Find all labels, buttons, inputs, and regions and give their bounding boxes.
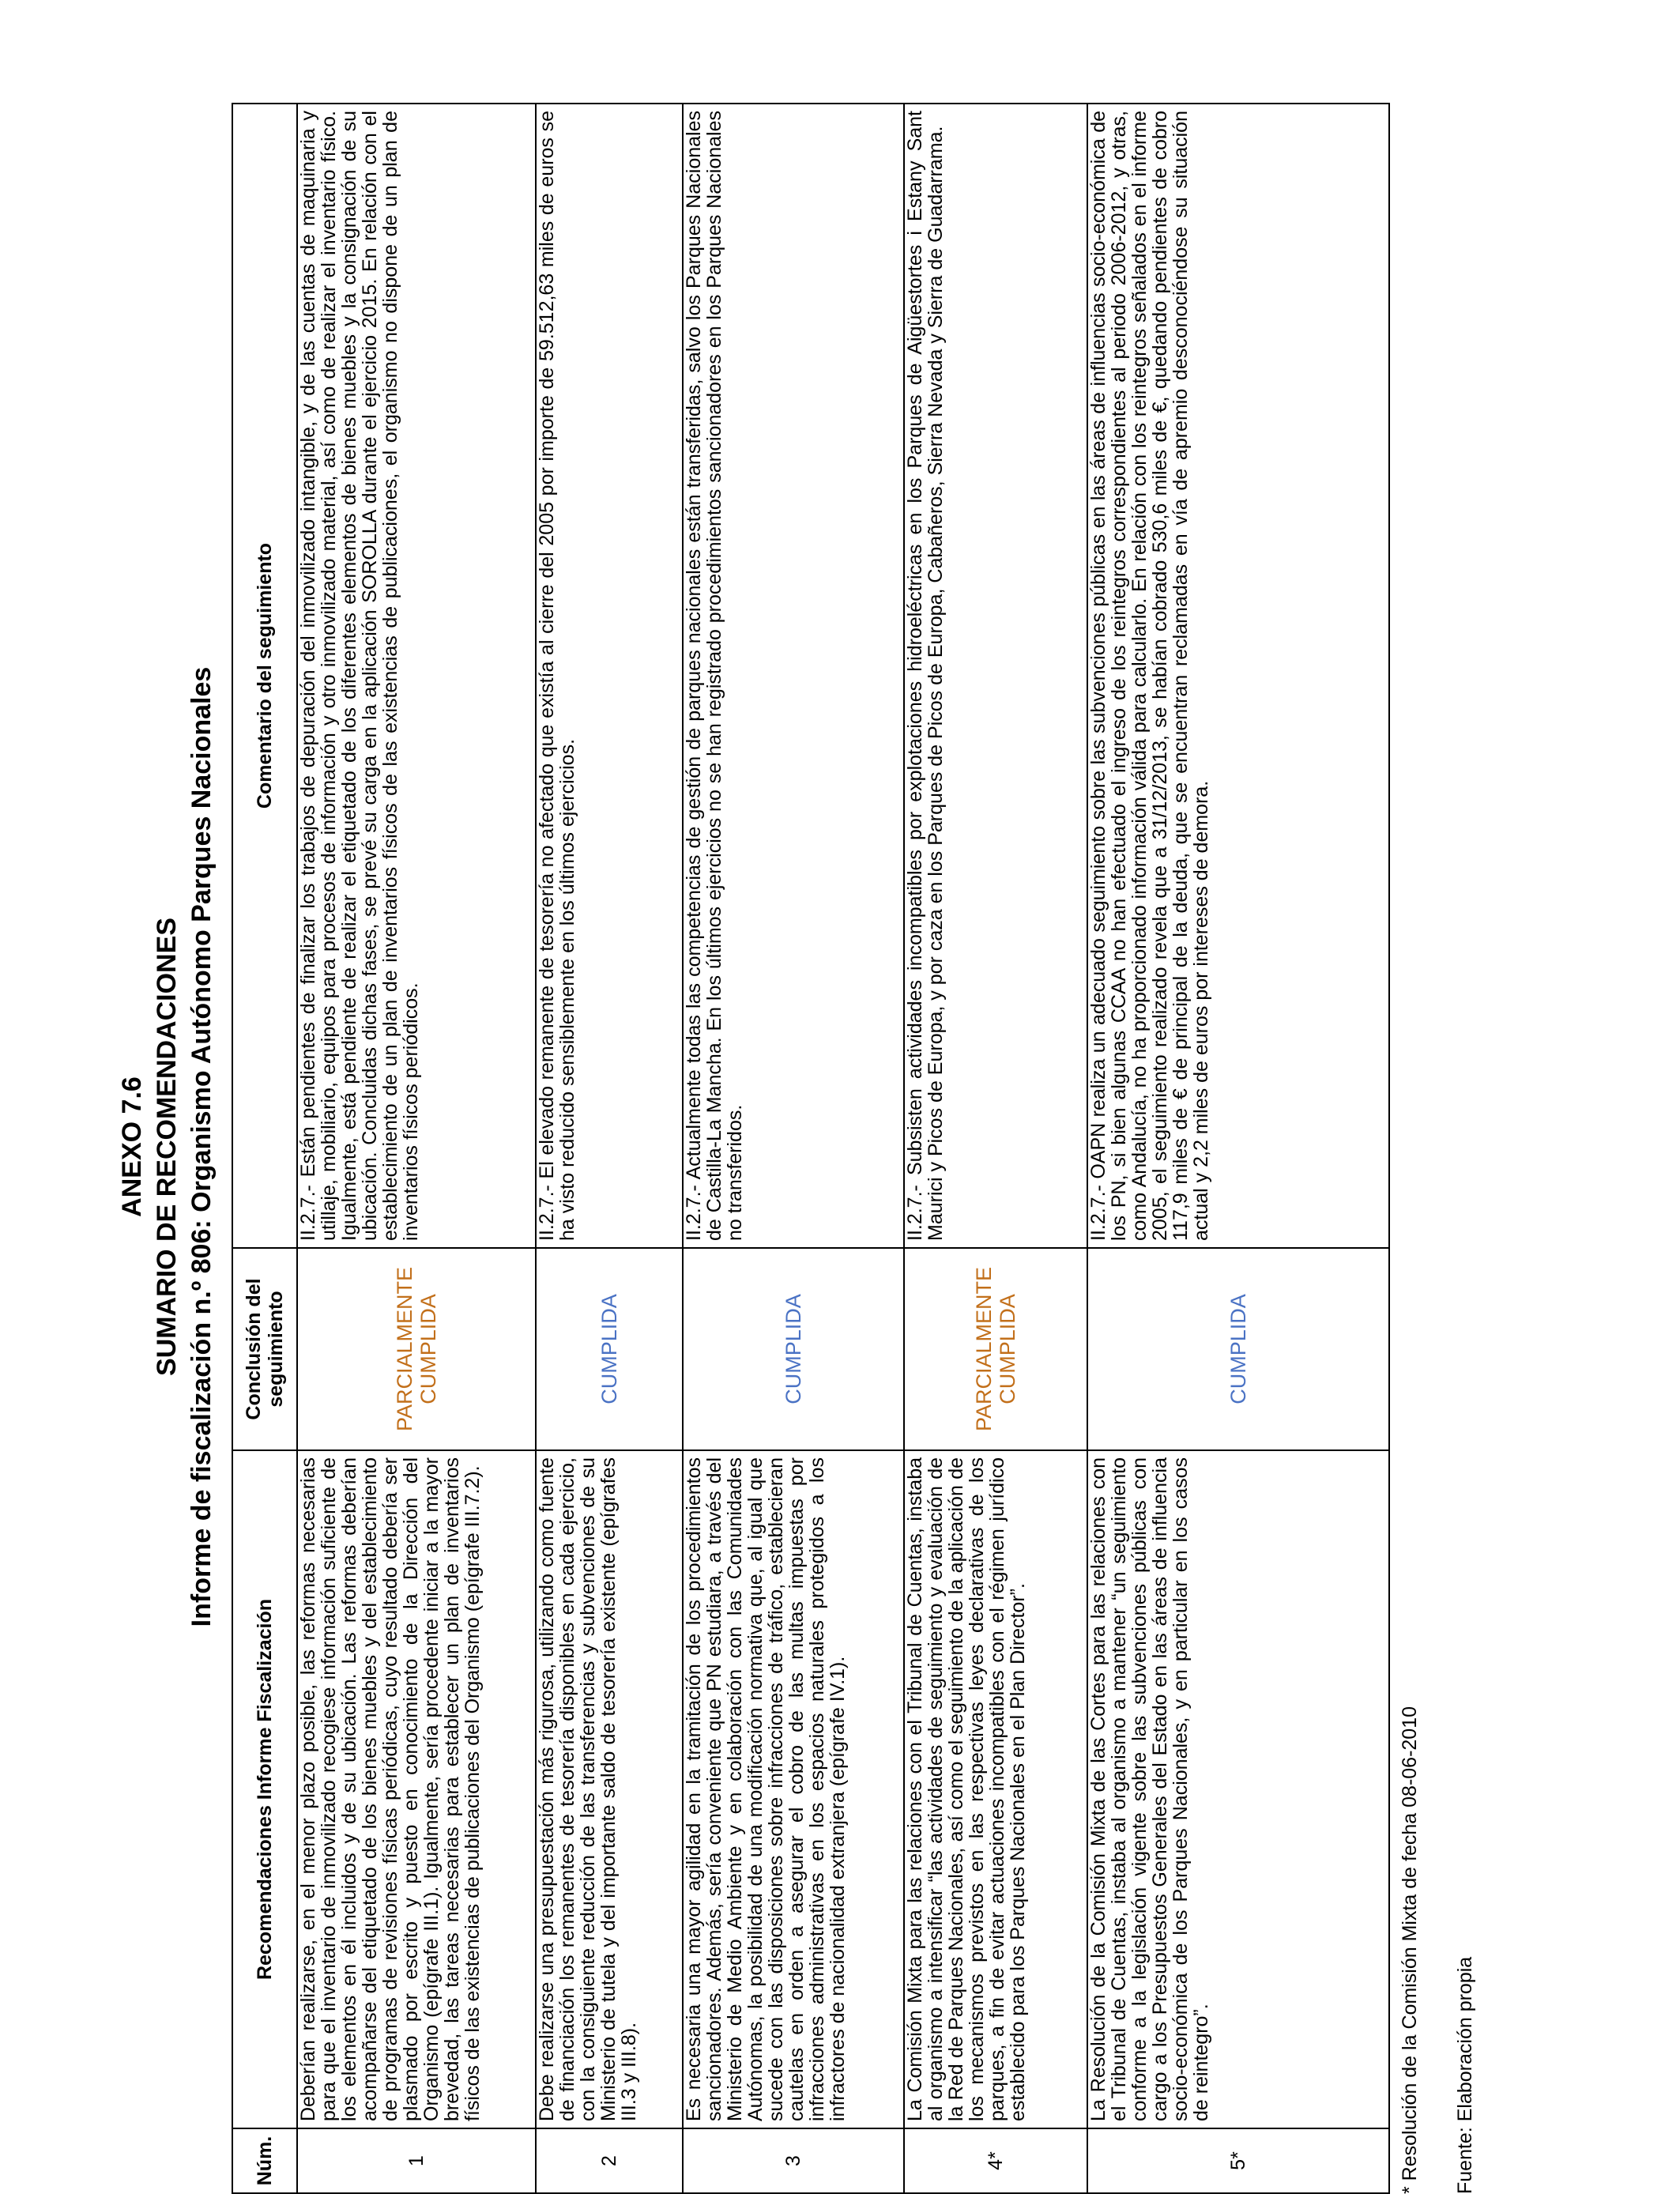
- row-number: 2: [536, 2128, 683, 2193]
- column-header-num: Núm.: [232, 2128, 297, 2193]
- column-header-conclusion: Conclusión del seguimiento: [232, 1248, 297, 1450]
- table-notes: [1398, 1706, 1509, 2194]
- recommendations-table: [232, 103, 1390, 2194]
- conclusion-status: CUMPLIDA: [536, 1248, 683, 1450]
- conclusion-status: PARCIALMENTE CUMPLIDA: [904, 1248, 1087, 1450]
- follow-up-comment: II.2.7.- Están pendientes de finalizar los trabajos de depuración del inmovilizado intangible, y de las cuentas de maquinaria y utillaje, mobiliario, equipos para procesos de información y otro inmovilizado material, así como de realizar el inventario físico. Igualmente, está pendiente de realizar el etiquetado de los diferentes elementos de bienes muebles y la consignación de su ubicación. Concluidas dichas fases, se prevé su carga en la aplicación SOROLLA durante el ejercicio 2015. En relación con el establecimiento de un plan de inventarios físicos de las existencias de publicaciones, el organismo no dispone de un plan de inventarios físicos periódicos.: [297, 104, 536, 1248]
- follow-up-comment: II.2.7.- Actualmente todas las competencias de gestión de parques nacionales están transferidas, salvo los Parques Nacionales de Castilla-La Mancha. En los últimos ejercicios no se han registrado procedimientos sancionadores en los Parques Nacionales no transferidos.: [683, 104, 904, 1248]
- source-note: Fuente: Elaboración propia: [1454, 1956, 1476, 2194]
- row-number: 5*: [1087, 2128, 1389, 2193]
- table-row: [297, 104, 536, 2193]
- footnote: * Resolución de la Comisión Mixta de fecha 08-06-2010: [1399, 1706, 1421, 2194]
- document-header: [115, 100, 219, 2194]
- conclusion-status: CUMPLIDA: [683, 1248, 904, 1450]
- follow-up-comment: II.2.7.- Subsisten actividades incompatibles por explotaciones hidroeléctricas en los Parques de Aigüestortes i Estany Sant Maurici y Picos de Europa, y por caza en los Parques de Picos de Europa, Cabañeros, Sierra Nevada y Sierra de Guadarrama.: [904, 104, 1087, 1248]
- conclusion-status: CUMPLIDA: [1087, 1248, 1389, 1450]
- report-title: Informe de fiscalización n.º 806: Organismo Autónomo Parques Nacionales: [186, 666, 217, 1627]
- conclusion-status: PARCIALMENTE CUMPLIDA: [297, 1248, 536, 1450]
- recommendation-text: Debe realizarse una presupuestación más rigurosa, utilizando como fuente de financiación los remanentes de tesorería disponibles en cada ejercicio, con la consiguiente reducción de las transferencias y subvenciones de su Ministerio de tutela y del importante saldo de tesorería existente (epígrafes III.3 y III.8).: [536, 1450, 683, 2128]
- annex-title: ANEXO 7.6: [117, 1076, 147, 1217]
- follow-up-comment: II.2.7.- OAPN realiza un adecuado seguimiento sobre las subvenciones públicas en las áreas de influencias socio-económica de los PN, si bien algunas CCAA no han efectuado el ingreso de los reintegros correspondientes al periodo 2006-2012, y otras, como Andalucía, no ha proporcionado información válida para calcularlo. En relación con los reintegros señalados en el informe 2005, el seguimiento realizado revela que a 31/12/2013, se habían cobrado 530,6 miles de €, quedando pendientes de cobro 117,9 miles de € de principal de la deuda, que se encuentran reclamadas en vía de apremio desconociéndose su situación actual y 2,2 miles de euros por intereses de demora.: [1087, 104, 1389, 1248]
- rotated-landscape-content: [115, 100, 1537, 2194]
- follow-up-comment: II.2.7.- El elevado remanente de tesorería no afectado que existía al cierre del 2005 por importe de 59.512,63 miles de euros se ha visto reducido sensiblemente en los últimos ejercicios.: [536, 104, 683, 1248]
- row-number: 3: [683, 2128, 904, 2193]
- table-row: [1087, 104, 1389, 2193]
- recommendation-text: Deberían realizarse, en el menor plazo posible, las reformas necesarias para que el inventario de inmovilizado recogiese información suficiente de los elementos en él incluidos y de su ubicación. Las reformas deberían acompañarse del etiquetado de los bienes muebles y del establecimiento de programas de revisiones físicas periódicas, cuyo resultado debería ser plasmado por escrito y puesto en conocimiento de la Dirección del Organismo (epígrafe III.1). Igualmente, sería procedente iniciar a la mayor brevedad, las tareas necesarias para establecer un plan de inventarios físicos de las existencias de publicaciones del Organismo (epígrafe III.7.2).: [297, 1450, 536, 2128]
- row-number: 4*: [904, 2128, 1087, 2193]
- column-header-comment: Comentario del seguimiento: [232, 104, 297, 1248]
- table-row: [683, 104, 904, 2193]
- table-header-row: [232, 104, 297, 2193]
- row-number: 1: [297, 2128, 536, 2193]
- recommendation-text: La Comisión Mixta para las relaciones con el Tribunal de Cuentas, instaba al organismo a intensificar “las actividades de seguimiento y evaluación de la Red de Parques Nacionales, así como el seguimiento de la aplicación de los mecanismos previstos en las respectivas leyes declarativas de los parques, a fin de evitar actuaciones incompatibles con el régimen jurídico establecido para los Parques Nacionales en el Plan Director”.: [904, 1450, 1087, 2128]
- recommendation-text: La Resolución de la Comisión Mixta de las Cortes para las relaciones con el Tribunal de Cuentas, instaba al organismo a mantener “un seguimiento conforme a la legislación vigente sobre las subvenciones públicas con cargo a los Presupuestos Generales del Estado en las áreas de influencia socio-económica de los Parques Nacionales, y en particular en los casos de reintegro”.: [1087, 1450, 1389, 2128]
- table-row: [536, 104, 683, 2193]
- table-row: [904, 104, 1087, 2193]
- recommendation-text: Es necesaria una mayor agilidad en la tramitación de los procedimientos sancionadores. Además, sería conveniente que PN estudiara, a través del Ministerio de Medio Ambiente y en colaboración con las Comunidades Autónomas, la posibilidad de una modificación normativa que, al igual que sucede con las disposiciones sobre infracciones de tráfico, establecieran cautelas en orden a asegurar el cobro de las multas impuestas por infracciones administrativas en los espacios naturales protegidos a los infractores de nacionalidad extranjera (epígrafe IV.1).: [683, 1450, 904, 2128]
- summary-title: SUMARIO DE RECOMENDACIONES: [152, 918, 182, 1376]
- column-header-recommendations: Recomendaciones Informe Fiscalización: [232, 1450, 297, 2128]
